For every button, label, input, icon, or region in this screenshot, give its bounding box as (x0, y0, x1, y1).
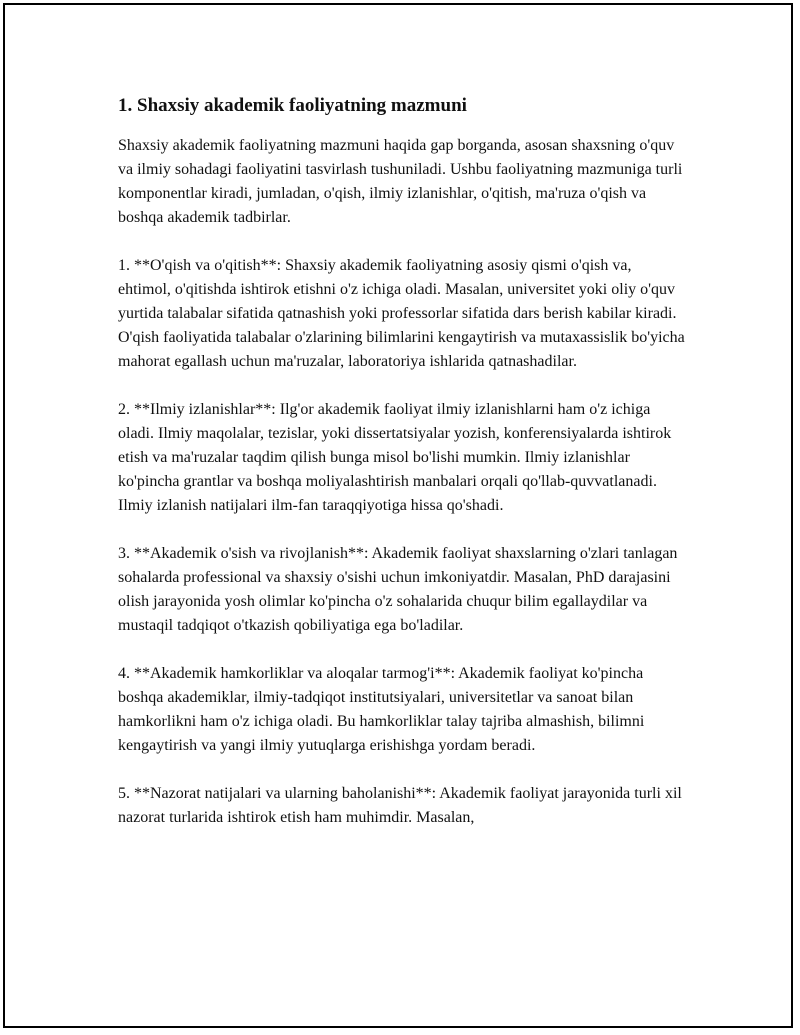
paragraph-5: 5. **Nazorat natijalari va ularning baholanishi**: Akademik faoliyat jarayonida turli xil nazorat turlarida ishtirok etish ham muhimdir. Masalan, (118, 785, 682, 826)
paragraph-3: 3. **Akademik o'sish va rivojlanish**: Akademik faoliyat shaxslarning o'zlari tanlagan sohalarda professional va shaxsiy o'sishi uchun imkoniyatdir. Masalan, PhD darajasini olish jarayonida yosh olimlar ko'pincha o'z sohalarida chuqur bilim egallaydilar va mustaqil tadqiqot o'tkazish qobiliyatiga ega bo'ladilar. (118, 545, 678, 634)
document-body (118, 94, 688, 854)
section-heading: 1. Shaxsiy akademik faoliyatning mazmuni (118, 95, 467, 116)
paragraph-4: 4. **Akademik hamkorliklar va aloqalar tarmog'i**: Akademik faoliyat ko'pincha boshqa akademiklar, ilmiy-tadqiqot institutsiyalari, universitetlar va sanoat bilan hamkorlikni ham o'z ichiga oladi. Bu hamkorliklar talay tajriba almashish, bilimni kengaytirish va yangi ilmiy yutuqlarga erishishga yordam beradi. (118, 665, 645, 754)
intro-paragraph: Shaxsiy akademik faoliyatning mazmuni haqida gap borganda, asosan shaxsning o'quv va ilmiy sohadagi faoliyatini tasvirlash tushuniladi. Ushbu faoliyatning mazmuniga turli komponentlar kiradi, jumladan, o'qish, ilmiy izlanishlar, o'qitish, ma'ruza o'qish va boshqa akademik tadbirlar. (118, 137, 683, 226)
paragraph-2: 2. **Ilmiy izlanishlar**: Ilg'or akademik faoliyat ilmiy izlanishlarni ham o'z ichiga oladi. Ilmiy maqolalar, tezislar, yoki dissertatsiyalar yozish, konferensiyalarda ishtirok etish va ma'ruzalar taqdim qilish bunga misol bo'lishi mumkin. Ilmiy izlanishlar ko'pincha grantlar va boshqa moliyalashtirish manbalari orqali qo'llab-quvvatlanadi. Ilmiy izlanish natijalari ilm-fan taraqqiyotiga hissa qo'shadi. (118, 401, 672, 514)
paragraph-1: 1. **O'qish va o'qitish**: Shaxsiy akademik faoliyatning asosiy qismi o'qish va, ehtimol, o'qitishda ishtirok etishni o'z ichiga oladi. Masalan, universitet yoki oliy o'quv yurtida talabalar sifatida qatnashish yoki professorlar sifatida dars berish kabilar kiradi. O'qish faoliyatida talabalar o'zlarining bilimlarini kengaytirish va mutaxassislik bo'yicha mahorat egallash uchun ma'ruzalar, laboratoriya ishlarida qatnashadilar. (118, 257, 685, 370)
